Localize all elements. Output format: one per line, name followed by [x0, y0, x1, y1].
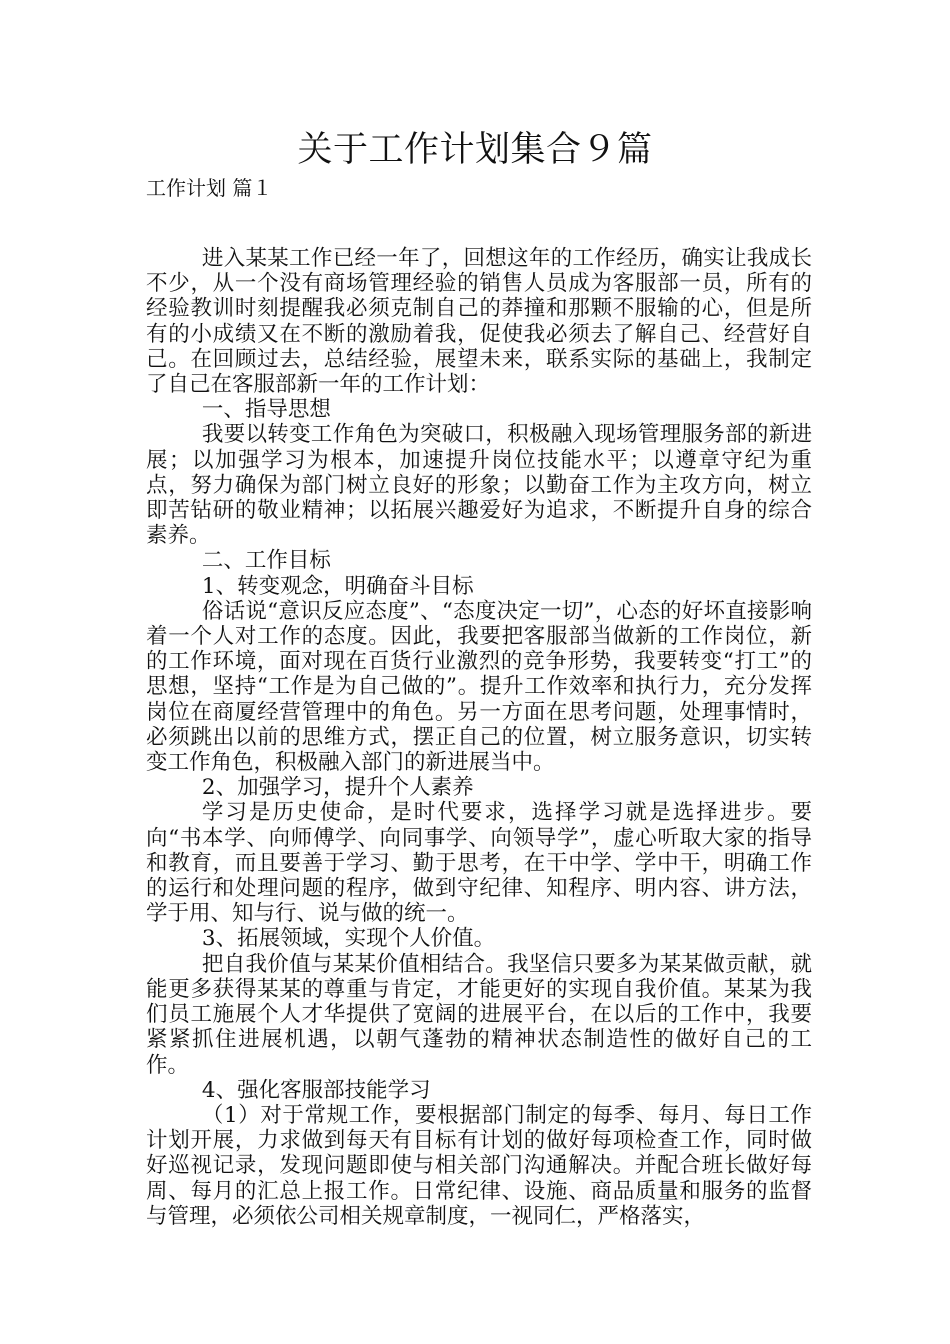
subheading-service-skills: 4、强化客服部技能学习 [201, 1077, 431, 1103]
subheading-expand-fields: 3、拓展领域，实现个人价值。 [201, 926, 496, 952]
heading-guiding-ideology: 一、指导思想 [201, 397, 331, 423]
paragraph-expand-fields: 把自我价值与某某价值相结合。我坚信只要多为某某做贡献，就能更多获得某某的尊重与肯定，才能更好的实现自我价值。某某为我们员工施展个人才华提供了宽阔的进展平台，在以后的工作中，我要紧紧抓住进展机遇，以朝气蓬勃的精神状态制造性的做好自己的工作。 [146, 951, 812, 1078]
subheading-strengthen-learning: 2、加强学习，提升个人素养 [201, 775, 474, 801]
section-label: 工作计划 篇１ [146, 176, 273, 200]
paragraph-strengthen-learning: 学习是历史使命，是时代要求，选择学习就是选择进步。要向“书本学、向师傅学、向同事学、向领导学”，虚心听取大家的指导和教育，而且要善于学习、勤于思考，在干中学、学中干，明确工作的运行和处理问题的程序，做到守纪律、知程序、明内容、讲方法，学于用、知与行、说与做的统一。 [146, 800, 812, 927]
paragraph-change-mindset: 俗话说“意识反应态度”、“态度决定一切”，心态的好坏直接影响着一个人对工作的态度。因此，我要把客服部当做新的工作岗位，新的工作环境，面对现在百货行业激烈的竞争形势，我要转变“打工”的思想，坚持“工作是为自己做的”。提升工作效率和执行力，充分发挥岗位在商厦经营管理中的角色。另一方面在思考问题，处理事情时，必须跳出以前的思维方式，摆正自己的位置，树立服务意识，切实转变工作角色，积极融入部门的新进展当中。 [146, 598, 812, 776]
paragraph-intro: 进入某某工作已经一年了，回想这年的工作经历，确实让我成长不少，从一个没有商场管理经验的销售人员成为客服部一员，所有的经验教训时刻提醒我必须克制自己的莽撞和那颗不服输的心，但是所有的小成绩又在不断的激励着我，促使我必须去了解自己、经营好自己。在回顾过去，总结经验，展望未来，联系实际的基础上，我制定了自己在客服部新一年的工作计划： [146, 246, 812, 398]
heading-work-goals: 二、工作目标 [201, 548, 331, 574]
document-title: 关于工作计划集合９篇 [297, 130, 653, 170]
paragraph-guiding-ideology: 我要以转变工作角色为突破口，积极融入现场管理服务部的新进展；以加强学习为根本，加速提升岗位技能水平；以遵章守纪为重点，努力确保为部门树立良好的形象；以勤奋工作为主攻方向，树立即苦钻研的敬业精神；以拓展兴趣爱好为追求，不断提升自身的综合素养。 [146, 422, 812, 549]
document-body [146, 246, 812, 1229]
paragraph-routine-work: （1）对于常规工作，要根据部门制定的每季、每月、每日工作计划开展，力求做到每天有目标有计划的做好每项检查工作，同时做好巡视记录，发现问题即使与相关部门沟通解决。并配合班长做好每周、每月的汇总上报工作。日常纪律、设施、商品质量和服务的监督与管理，必须依公司相关规章制度，一视同仁，严格落实， [146, 1102, 812, 1229]
subheading-change-mindset: 1、转变观念，明确奋斗目标 [201, 573, 474, 599]
